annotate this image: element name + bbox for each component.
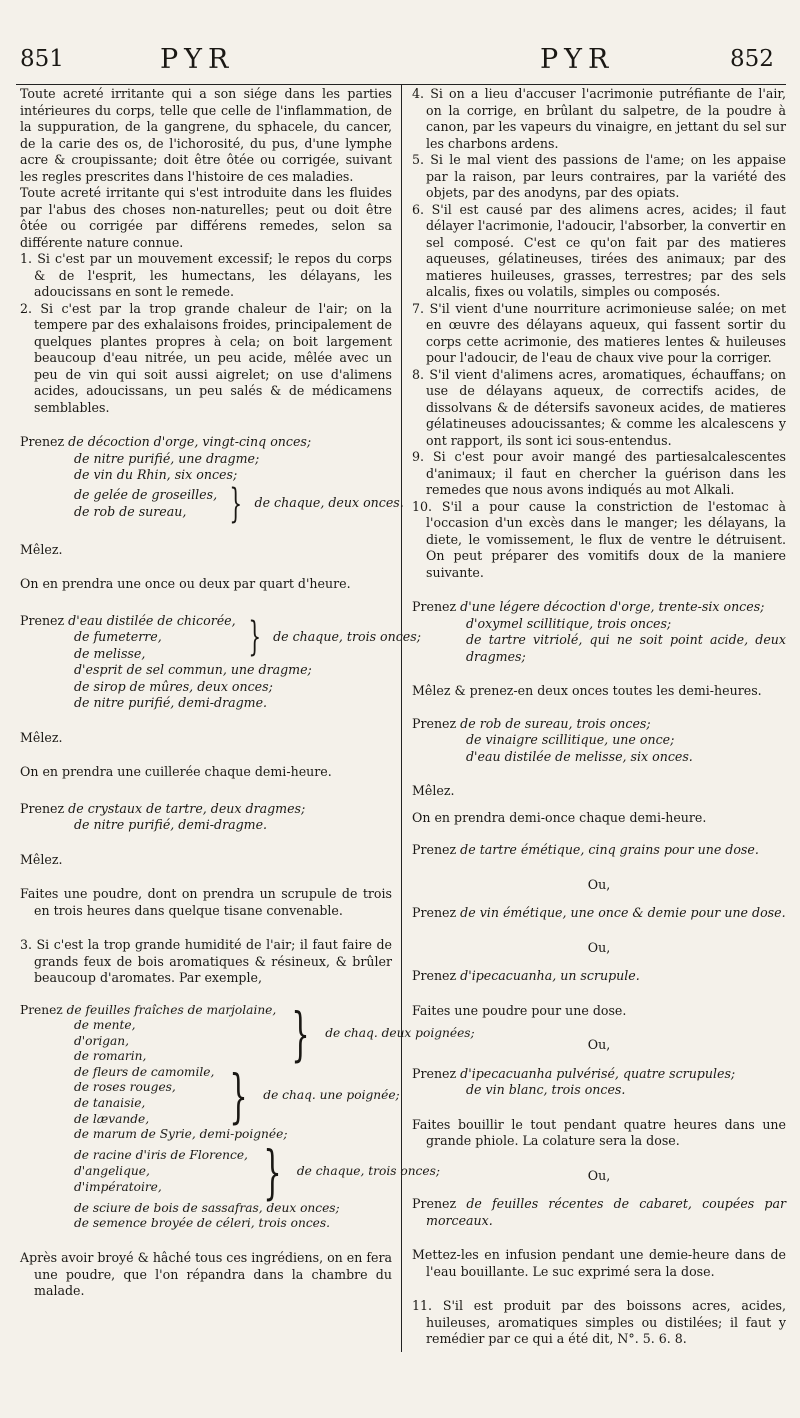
ingredient: d'origan, bbox=[74, 1033, 130, 1048]
ingredient: d'esprit de sel commun, une dragme; bbox=[74, 662, 312, 677]
ingredient: de roses rouges, bbox=[74, 1080, 176, 1095]
numbered-paragraph: 10. S'il a pour cause la constriction de l'estomac à l'occasion d'un excès dans le manger; les délayans, la diete, le vomissement, le flux de ventre le détruisent. On peut préparer des vomitifs doux de la maniere suivante. bbox=[412, 498, 786, 580]
ingredient: de vin émétique, une once & demie pour une dose. bbox=[460, 905, 786, 920]
ingredient: de melisse, bbox=[74, 645, 146, 661]
prescription bbox=[412, 842, 786, 859]
quantity: de chaq. deux poignées; bbox=[325, 1025, 475, 1040]
ingredient: de sirop de mûres, deux onces; bbox=[74, 678, 273, 694]
running-head-left: PYR bbox=[160, 44, 235, 75]
ingredient: d'ipecacuanha pulvérisé, quatre scrupules; bbox=[460, 1065, 736, 1081]
numbered-paragraph: 4. Si on a lieu d'accuser l'acrimonie putréfiante de l'air, on la corrige, en brûlant du salpetre, de la poudre à canon, par les vapeurs du vinaigre, en jettant du sel sur les charbons ardens. bbox=[412, 86, 786, 151]
prenez-label: Prenez bbox=[20, 800, 65, 816]
ingredient: d'ipecacuanha, un scrupule. bbox=[460, 968, 640, 983]
prescription bbox=[412, 1066, 786, 1099]
numbered-paragraph: 2. Si c'est par la trop grande chaleur de l'air; on la tempere par des exhalaisons froides, principalement de quelques plantes propres à cela; on boit largement beaucoup d'eau nitrée, un peu acide, mêlée avec un peu de vin qui soit aussi aigrelet; on use d'alimens acides, adoucissans, un peu salés & de médicamens semblables. bbox=[20, 300, 392, 415]
quantity: de chaque, deux onces. bbox=[254, 495, 404, 511]
brace: } bbox=[263, 1137, 282, 1206]
instruction: On en prendra demi-once chaque demi-heure. bbox=[412, 809, 707, 825]
or-separator: Ou, bbox=[587, 939, 611, 955]
instruction: Mêlez. bbox=[20, 729, 63, 745]
brace: } bbox=[229, 480, 243, 527]
prescription bbox=[20, 434, 404, 527]
numbered-paragraph: 7. S'il vient d'une nourriture acrimonieuse salée; on met en œuvre des délayans aqueux, qui fassent sortir du corps cette acrimonie, des matieres lentes & huileuses pour l'adoucir, de l'eau de chaux vive pour la corriger. bbox=[412, 300, 786, 365]
ingredient: de tartre vitriolé, qui ne soit point acide, deux dragmes; bbox=[466, 632, 786, 664]
ingredient: de marum de Syrie, demi-poignée; bbox=[74, 1127, 288, 1142]
instruction: Mêlez & prenez-en deux onces toutes les demi-heures. bbox=[412, 683, 762, 698]
numbered-paragraph: 9. Si c'est pour avoir mangé des partiesalcalescentes d'animaux; il faut en chercher la guérison dans les remedes que nous avons indiqués au mot Alkali. bbox=[412, 449, 786, 497]
ingredient-group bbox=[20, 1062, 400, 1131]
prenez-label: Prenez bbox=[412, 1196, 457, 1211]
numbered-paragraph: 1. Si c'est par un mouvement excessif; le repos du corps & de l'esprit, les humectans, les délayans, les adoucissans en sont le remede. bbox=[20, 251, 392, 299]
ingredient-group bbox=[20, 480, 404, 527]
ingredient: de vinaigre scillitique, une once; bbox=[466, 732, 675, 747]
prenez-label: Prenez bbox=[412, 842, 457, 857]
instruction: Après avoir broyé & hâché tous ces ingrédiens, on en fera une poudre, que l'on répandra dans la chambre du malade. bbox=[20, 1250, 392, 1299]
ingredient: de mente, bbox=[74, 1018, 136, 1033]
page-number-right: 852 bbox=[730, 46, 774, 72]
instruction: Faites bouillir le tout pendant quatre heures dans une grande phiole. La colature sera la dose. bbox=[412, 1116, 786, 1148]
numbered-paragraph: 11. S'il est produit par des boissons acres, acides, huileuses, aromatiques simples ou distilées; il faut y remédier par ce qui a été dit, N°. 5. 6. 8. bbox=[412, 1298, 786, 1346]
column-divider bbox=[401, 84, 402, 1352]
instruction: Mêlez. bbox=[20, 541, 63, 557]
ingredient: de feuilles récentes de cabaret, coupées par morceaux. bbox=[426, 1196, 786, 1228]
prenez-label: Prenez bbox=[20, 1002, 63, 1017]
ingredient-group bbox=[20, 999, 475, 1068]
ingredient: de nitre purifié, demi-dragme. bbox=[74, 695, 268, 710]
prescription bbox=[20, 612, 421, 712]
left-column bbox=[20, 86, 475, 1300]
ingredient: de romarin, bbox=[74, 1049, 147, 1064]
ingredient: de décoction d'orge, vingt-cinq onces; bbox=[68, 434, 312, 449]
instruction: On en prendra une once ou deux par quart d'heure. bbox=[20, 576, 351, 591]
prenez-label: Prenez bbox=[412, 599, 457, 614]
prescription bbox=[20, 801, 392, 834]
ingredient: d'impératoire, bbox=[74, 1179, 162, 1194]
prescription bbox=[20, 999, 475, 1233]
ingredient: de tanaisie, bbox=[74, 1096, 146, 1111]
or-separator: Ou, bbox=[587, 1037, 611, 1052]
ingredient: de gelée de groseilles, bbox=[74, 487, 218, 502]
page-number-left: 851 bbox=[20, 46, 64, 72]
brace: } bbox=[229, 1062, 249, 1131]
ingredient: de sciure de bois de sassafras, deux onces; bbox=[74, 1200, 340, 1215]
prenez-label: Prenez bbox=[412, 968, 457, 983]
quantity: de chaq. une poignée; bbox=[263, 1088, 400, 1103]
ingredient: de racine d'iris de Florence, bbox=[74, 1148, 248, 1163]
ingredient: de semence broyée de céleri, trois onces. bbox=[74, 1216, 330, 1231]
ingredient: de lævande, bbox=[74, 1111, 150, 1126]
ingredient: de tartre émétique, cinq grains pour une dose. bbox=[460, 842, 759, 857]
prenez-label: Prenez bbox=[20, 434, 65, 449]
instruction: Faites une poudre pour une dose. bbox=[412, 1002, 627, 1018]
prenez-label: Prenez bbox=[412, 715, 457, 731]
or-separator: Ou, bbox=[587, 1167, 611, 1183]
prescription bbox=[412, 599, 786, 665]
ingredient: de fumeterre, bbox=[74, 629, 162, 644]
ingredient: de feuilles fraîches de marjolaine, bbox=[66, 1002, 277, 1017]
prenez-label: Prenez bbox=[412, 1065, 457, 1081]
right-column bbox=[412, 86, 786, 1348]
ingredient: d'oxymel scillitique, trois onces; bbox=[466, 615, 672, 631]
ingredient: de rob de sureau, trois onces; bbox=[460, 715, 651, 731]
or-separator: Ou, bbox=[587, 876, 611, 892]
numbered-paragraph: 6. S'il est causé par des alimens acres, acides; il faut délayer l'acrimonie, l'adoucir, l'absorber, la convertir en sel composé. C'est ce qu'on fait par des matieres aqueuses, gélatineuses, tirées des animaux; par des matieres huileuses, grasses, terrestres; par des sels alcalis, fixes ou volatils, simples ou composés. bbox=[412, 201, 786, 299]
ingredient: d'eau distilée de melisse, six onces. bbox=[466, 748, 693, 764]
prenez-label: Prenez bbox=[20, 612, 65, 628]
numbered-paragraph: 3. Si c'est la trop grande humidité de l'air; il faut faire de grands feux de bois aromatiques & résineux, & brûler beaucoup d'aromates. Par exemple, bbox=[20, 937, 392, 985]
ingredient: de crystaux de tartre, deux dragmes; bbox=[68, 800, 306, 816]
numbered-paragraph: 5. Si le mal vient des passions de l'ame; on les appaise par la raison, par leurs contraires, par la variété des objets, par des anodyns, par des opiats. bbox=[412, 152, 786, 200]
ingredient: de nitre purifié, une dragme; bbox=[74, 450, 260, 466]
ingredient: d'angelique, bbox=[74, 1164, 150, 1179]
running-head-right: PYR bbox=[540, 44, 615, 75]
brace: } bbox=[291, 999, 310, 1068]
ingredient: d'eau distilée de chicorée, bbox=[68, 612, 236, 628]
brace: } bbox=[247, 614, 261, 661]
ingredient: d'une légere décoction d'orge, trente-six onces; bbox=[460, 599, 765, 614]
prescription bbox=[412, 1196, 786, 1229]
prenez-label: Prenez bbox=[412, 905, 457, 920]
ingredient-group bbox=[20, 1137, 440, 1206]
ingredient: de fleurs de camomile, bbox=[74, 1064, 215, 1079]
instruction: Faites une poudre, dont on prendra un scrupule de trois en trois heures dans quelque tisane convenable. bbox=[20, 886, 392, 918]
quantity: de chaque, trois onces; bbox=[273, 629, 421, 644]
instruction: Mettez-les en infusion pendant une demie-heure dans de l'eau bouillante. Le suc exprimé sera la dose. bbox=[412, 1247, 786, 1279]
prescription bbox=[412, 968, 786, 985]
instruction: On en prendra une cuillerée chaque demi-heure. bbox=[20, 764, 332, 779]
ingredient-group bbox=[20, 612, 421, 663]
numbered-paragraph: 8. S'il vient d'alimens acres, aromatiques, échauffans; on use de délayans aqueux, de correctifs acides, de dissolvans & de détersifs savoneux acides, de matieres gélatineuses adoucissantes; & comme les alcalescens y ont rapport, ils sont ici sous-entendus. bbox=[412, 366, 786, 448]
ingredient: de nitre purifié, demi-dragme. bbox=[74, 817, 268, 832]
ingredient: de rob de sureau, bbox=[74, 503, 187, 519]
ingredient: de vin du Rhin, six onces; bbox=[74, 467, 238, 482]
instruction: Mêlez. bbox=[412, 783, 455, 798]
paragraph: Toute acreté irritante qui s'est introduite dans les fluides par l'abus des choses non-naturelles; peut ou doit être ôtée ou corrigée par différens remedes, selon sa différente nature connue. bbox=[20, 185, 392, 250]
ingredient: de vin blanc, trois onces. bbox=[466, 1082, 626, 1097]
instruction: Mêlez. bbox=[20, 851, 63, 867]
paragraph: Toute acreté irritante qui a son siége dans les parties intérieures du corps, telle que celle de l'inflammation, de la suppuration, de la gangrene, du sphacele, du cancer, de la carie des os, de l'ichorosité, du pus, d'une lymphe acre & croupissante; doit être ôtée ou corrigée, suivant les regles prescrites dans l'histoire de ces maladies. bbox=[20, 86, 392, 184]
quantity: de chaque, trois onces; bbox=[296, 1164, 440, 1179]
prescription bbox=[412, 716, 786, 766]
prescription bbox=[412, 905, 786, 922]
